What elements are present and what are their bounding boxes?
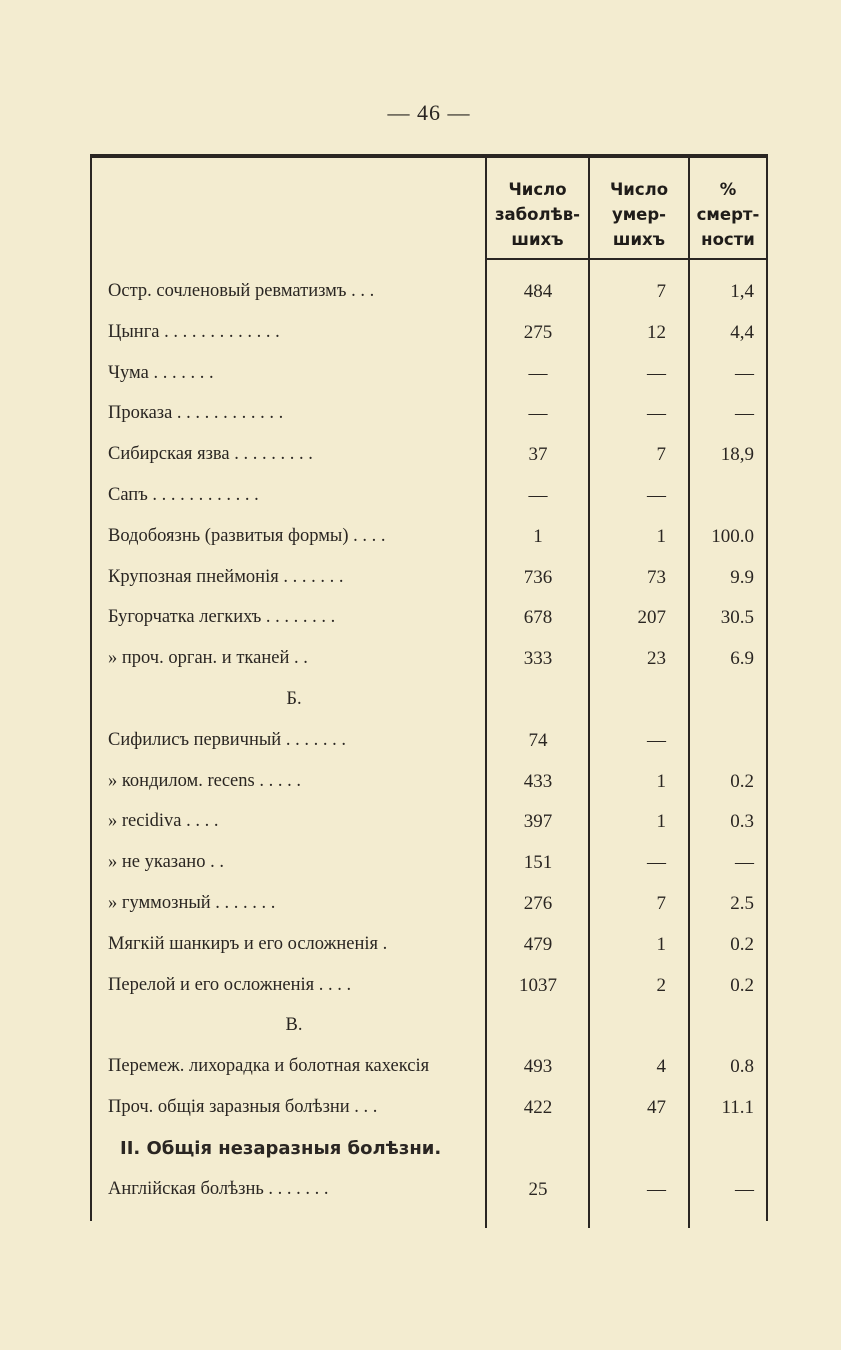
- sick-count: —: [528, 485, 548, 506]
- sick-count: 151: [523, 852, 553, 874]
- mortality-percent: 18,9: [720, 444, 754, 466]
- mortality-percent: 1,4: [730, 281, 754, 302]
- disease-label: Сибирская язва . . . . . . . . .: [108, 444, 313, 465]
- table-row: [0, 559, 841, 599]
- section-heading: II. Общія незаразныя болѣзни.: [120, 1137, 442, 1159]
- table-row: [0, 395, 841, 435]
- sick-count: 25: [528, 1178, 548, 1200]
- header-sick-line-2: заболѣв-: [494, 204, 581, 224]
- header-dead-line-1: Число: [609, 179, 669, 199]
- mortality-percent: 9.9: [730, 566, 754, 588]
- mortality-percent: 100.0: [711, 525, 754, 547]
- sick-count: 1037: [519, 974, 557, 996]
- table-row: [0, 355, 841, 395]
- sick-count: —: [528, 403, 548, 425]
- death-count: —: [647, 485, 666, 506]
- table-row: [0, 1130, 841, 1170]
- table-row: [0, 885, 841, 925]
- death-count: 7: [656, 281, 666, 302]
- disease-label: Сапъ . . . . . . . . . . . .: [108, 485, 259, 505]
- disease-label: Цынга . . . . . . . . . . . . .: [108, 321, 280, 342]
- table-row: [0, 599, 841, 639]
- subsection-label: В.: [285, 1015, 303, 1036]
- table-row: [0, 1171, 841, 1211]
- mortality-percent: 2.5: [730, 893, 754, 914]
- death-count: 1: [656, 811, 666, 833]
- death-count: 47: [647, 1097, 666, 1118]
- disease-label: Мягкій шанкиръ и его осложненія .: [108, 933, 388, 954]
- header-mortality-line-3: ности: [701, 229, 755, 249]
- mortality-percent: —: [735, 852, 754, 874]
- sick-count: 1: [533, 525, 543, 547]
- sick-count: 479: [523, 933, 553, 955]
- table-row: [0, 477, 841, 517]
- sick-count: 736: [523, 566, 553, 588]
- death-count: —: [647, 362, 666, 384]
- header-dead: [590, 166, 688, 262]
- death-count: —: [647, 852, 666, 874]
- disease-label: Чума . . . . . . .: [108, 362, 214, 383]
- sick-count: 493: [523, 1056, 553, 1078]
- header-dead-line-2: умер-: [611, 204, 667, 224]
- death-count: —: [647, 403, 666, 425]
- death-count: 1: [656, 933, 666, 955]
- mortality-percent: 0.3: [730, 811, 754, 833]
- death-count: —: [647, 1178, 666, 1200]
- subsection-label: Б.: [286, 689, 302, 709]
- table-top-rule: [90, 154, 768, 158]
- table-row: [0, 763, 841, 803]
- sick-count: —: [528, 362, 548, 384]
- table-row: [0, 926, 841, 966]
- header-sick-line-1: Число: [508, 179, 567, 199]
- table-row: [0, 518, 841, 558]
- table-row: [0, 722, 841, 762]
- header-sick-line-3: шихъ: [511, 229, 564, 249]
- sick-count: 74: [528, 729, 548, 751]
- table-row: [0, 967, 841, 1007]
- disease-label: Крупозная пнеймонія . . . . . . .: [108, 566, 344, 587]
- table-row: [0, 1048, 841, 1088]
- sick-count: 275: [523, 321, 553, 343]
- disease-label: » кондилом. recens . . . . .: [108, 770, 301, 791]
- sick-count: 484: [523, 281, 553, 302]
- mortality-percent: —: [735, 362, 754, 384]
- death-count: 1: [656, 770, 666, 792]
- table-row: [0, 681, 841, 721]
- header-mortality-line-2: смерт-: [696, 204, 760, 224]
- death-count: 12: [647, 321, 666, 343]
- mortality-percent: 11.1: [721, 1097, 754, 1118]
- death-count: 23: [647, 648, 666, 670]
- death-count: 1: [656, 525, 666, 547]
- table-row: [0, 803, 841, 843]
- sick-count: 422: [523, 1097, 553, 1118]
- disease-label: Перемеж. лихорадка и болотная кахексія: [108, 1056, 430, 1077]
- death-count: 73: [647, 566, 666, 588]
- table-row: [0, 436, 841, 476]
- table-row: [0, 844, 841, 884]
- disease-label: Бугорчатка легкихъ . . . . . . . .: [108, 607, 336, 628]
- sick-count: 333: [523, 648, 553, 670]
- disease-label: » проч. орган. и тканей . .: [108, 648, 308, 669]
- page-number: — 46 —: [387, 100, 471, 125]
- mortality-percent: 4,4: [730, 321, 754, 343]
- sick-count: 433: [523, 770, 553, 792]
- death-count: 7: [656, 893, 666, 914]
- disease-label: » гуммозный . . . . . . .: [108, 893, 276, 913]
- mortality-percent: 0.8: [730, 1056, 754, 1078]
- header-mortality: [690, 166, 766, 262]
- death-count: —: [647, 729, 666, 751]
- death-count: 4: [656, 1056, 666, 1078]
- disease-label: » не указано . .: [108, 852, 224, 873]
- table-row: [0, 273, 841, 313]
- table-row: [0, 1089, 841, 1129]
- disease-label: Остр. сочленовый ревматизмъ . . .: [108, 281, 375, 301]
- sick-count: 397: [523, 811, 553, 833]
- header-dead-line-3: шихъ: [612, 229, 666, 249]
- disease-label: Перелой и его осложненія . . . .: [108, 974, 352, 995]
- mortality-percent: —: [735, 403, 754, 425]
- disease-label: Сифилисъ первичный . . . . . . .: [108, 729, 346, 750]
- mortality-percent: 0.2: [730, 974, 754, 996]
- sick-count: 276: [523, 893, 553, 914]
- mortality-percent: 0.2: [730, 933, 754, 955]
- header-mortality-line-1: %: [719, 179, 737, 199]
- table-row: [0, 640, 841, 680]
- sick-count: 37: [528, 444, 548, 466]
- disease-label: » recidiva . . . .: [108, 811, 219, 832]
- death-count: 2: [656, 974, 666, 996]
- disease-label: Англійская болѣзнь . . . . . . .: [108, 1178, 329, 1199]
- mortality-percent: 30.5: [720, 607, 754, 629]
- mortality-percent: —: [735, 1178, 754, 1200]
- mortality-percent: 6.9: [730, 648, 754, 670]
- disease-label: Проч. общія заразныя болѣзни . . .: [108, 1097, 378, 1117]
- table-row: [0, 314, 841, 354]
- mortality-percent: 0.2: [730, 770, 754, 792]
- sick-count: 678: [523, 607, 553, 629]
- death-count: 7: [656, 444, 666, 466]
- disease-label: Проказа . . . . . . . . . . . .: [108, 403, 284, 424]
- table-row: [0, 1007, 841, 1047]
- death-count: 207: [637, 607, 666, 629]
- header-sick: [487, 166, 588, 262]
- disease-label: Водобоязнь (развитыя формы) . . . .: [108, 525, 386, 546]
